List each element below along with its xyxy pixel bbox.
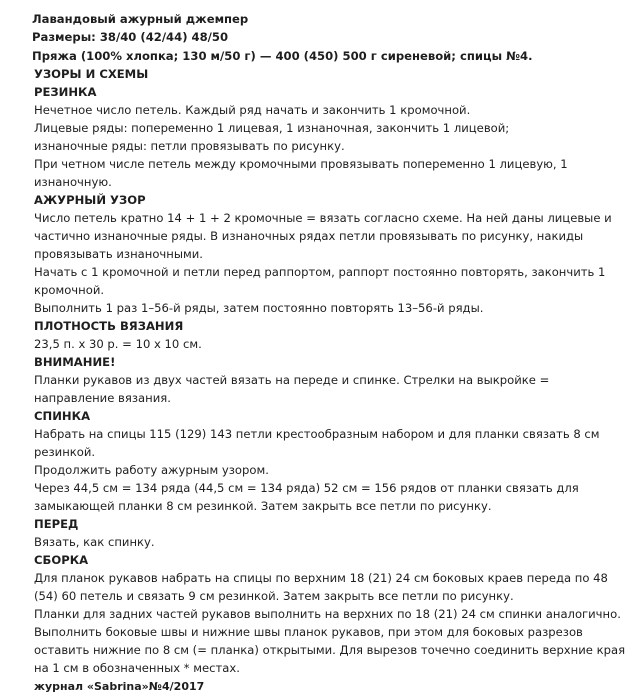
gauge-text: 23,5 п. x 30 р. = 10 x 10 см.: [34, 337, 202, 351]
attention-line: Планки рукавов из двух частей вязать на переде и спинке. Стрелки на выкройке =: [34, 373, 550, 387]
rib-line: изнаночную.: [34, 175, 112, 189]
back-heading: СПИНКА: [34, 409, 91, 423]
lace-line: Число петель кратно 14 + 1 + 2 кромочные = вязать согласно схеме. На ней даны лицевые и: [34, 211, 612, 225]
back-line: Продолжить работу ажурным узором.: [34, 463, 269, 477]
back-line: Через 44,5 см = 134 ряда (44,5 см = 134 ряда) 52 см = 156 рядов от планки связать для: [34, 481, 579, 495]
assembly-line: (54) 60 петель и связать 9 см резинкой. Затем закрыть все петли по рисунку.: [34, 589, 514, 603]
sizes-line: Размеры: 38/40 (42/44) 48/50: [32, 30, 229, 44]
document-title: Лавандовый ажурный джемпер: [32, 12, 249, 26]
lace-line: частично изнаночные ряды. В изнаночных рядах петли провязывать по рисунку, накиды: [34, 229, 584, 243]
source-credit: журнал «Sabrina»№4/2017: [34, 680, 205, 693]
lace-line: кромочной.: [34, 283, 105, 297]
rib-line: При четном числе петель между кромочными провязывать попеременно 1 лицевую, 1: [34, 157, 568, 171]
rib-line: изнаночные ряды: петли провязывать по рисунку.: [34, 139, 345, 153]
yarn-line: Пряжа (100% хлопка; 130 м/50 г) — 400 (450) 500 г сиреневой; спицы №4.: [32, 49, 533, 63]
back-line: замыкающей планки 8 см резинкой. Затем закрыть все петли по рисунку.: [34, 499, 492, 513]
rib-heading: РЕЗИНКА: [34, 85, 97, 99]
assembly-line: Планки для задних частей рукавов выполнить на верхних по 18 (21) 24 см спинки аналогично.: [34, 607, 621, 621]
attention-line: направление вязания.: [34, 391, 171, 405]
gauge-heading: ПЛОТНОСТЬ ВЯЗАНИЯ: [34, 319, 184, 333]
assembly-heading: СБОРКА: [34, 553, 89, 567]
front-heading: ПЕРЕД: [34, 517, 79, 531]
patterns-heading: УЗОРЫ И СХЕМЫ: [34, 67, 149, 81]
lace-heading: АЖУРНЫЙ УЗОР: [34, 193, 146, 207]
assembly-line: Для планок рукавов набрать на спицы по верхним 18 (21) 24 см боковых краев переда по 48: [34, 571, 608, 585]
attention-heading: ВНИМАНИЕ!: [34, 355, 116, 369]
lace-line: провязывать изнаночными.: [34, 247, 203, 261]
assembly-line: оставить нижние по 8 см (= планка) открытыми. Для вырезов точечно соединить верхние края: [34, 643, 626, 657]
lace-line: Начать с 1 кромочной и петли перед раппортом, раппорт постоянно повторять, закончить 1: [34, 265, 606, 279]
lace-line: Выполнить 1 раз 1–56-й ряды, затем постоянно повторять 13–56-й ряды.: [34, 301, 484, 315]
front-text: Вязать, как спинку.: [34, 535, 155, 549]
rib-line: Лицевые ряды: попеременно 1 лицевая, 1 изнаночная, закончить 1 лицевой;: [34, 121, 510, 135]
assembly-line: Выполнить боковые швы и нижние швы планок рукавов, при этом для боковых разрезов: [34, 625, 583, 639]
rib-line: Нечетное число петель. Каждый ряд начать и закончить 1 кромочной.: [34, 103, 471, 117]
back-line: резинкой.: [34, 445, 96, 459]
assembly-line: на 1 см в обозначенных * местах.: [34, 661, 240, 675]
back-line: Набрать на спицы 115 (129) 143 петли крестообразным набором и для планки связать 8 см: [34, 427, 600, 441]
